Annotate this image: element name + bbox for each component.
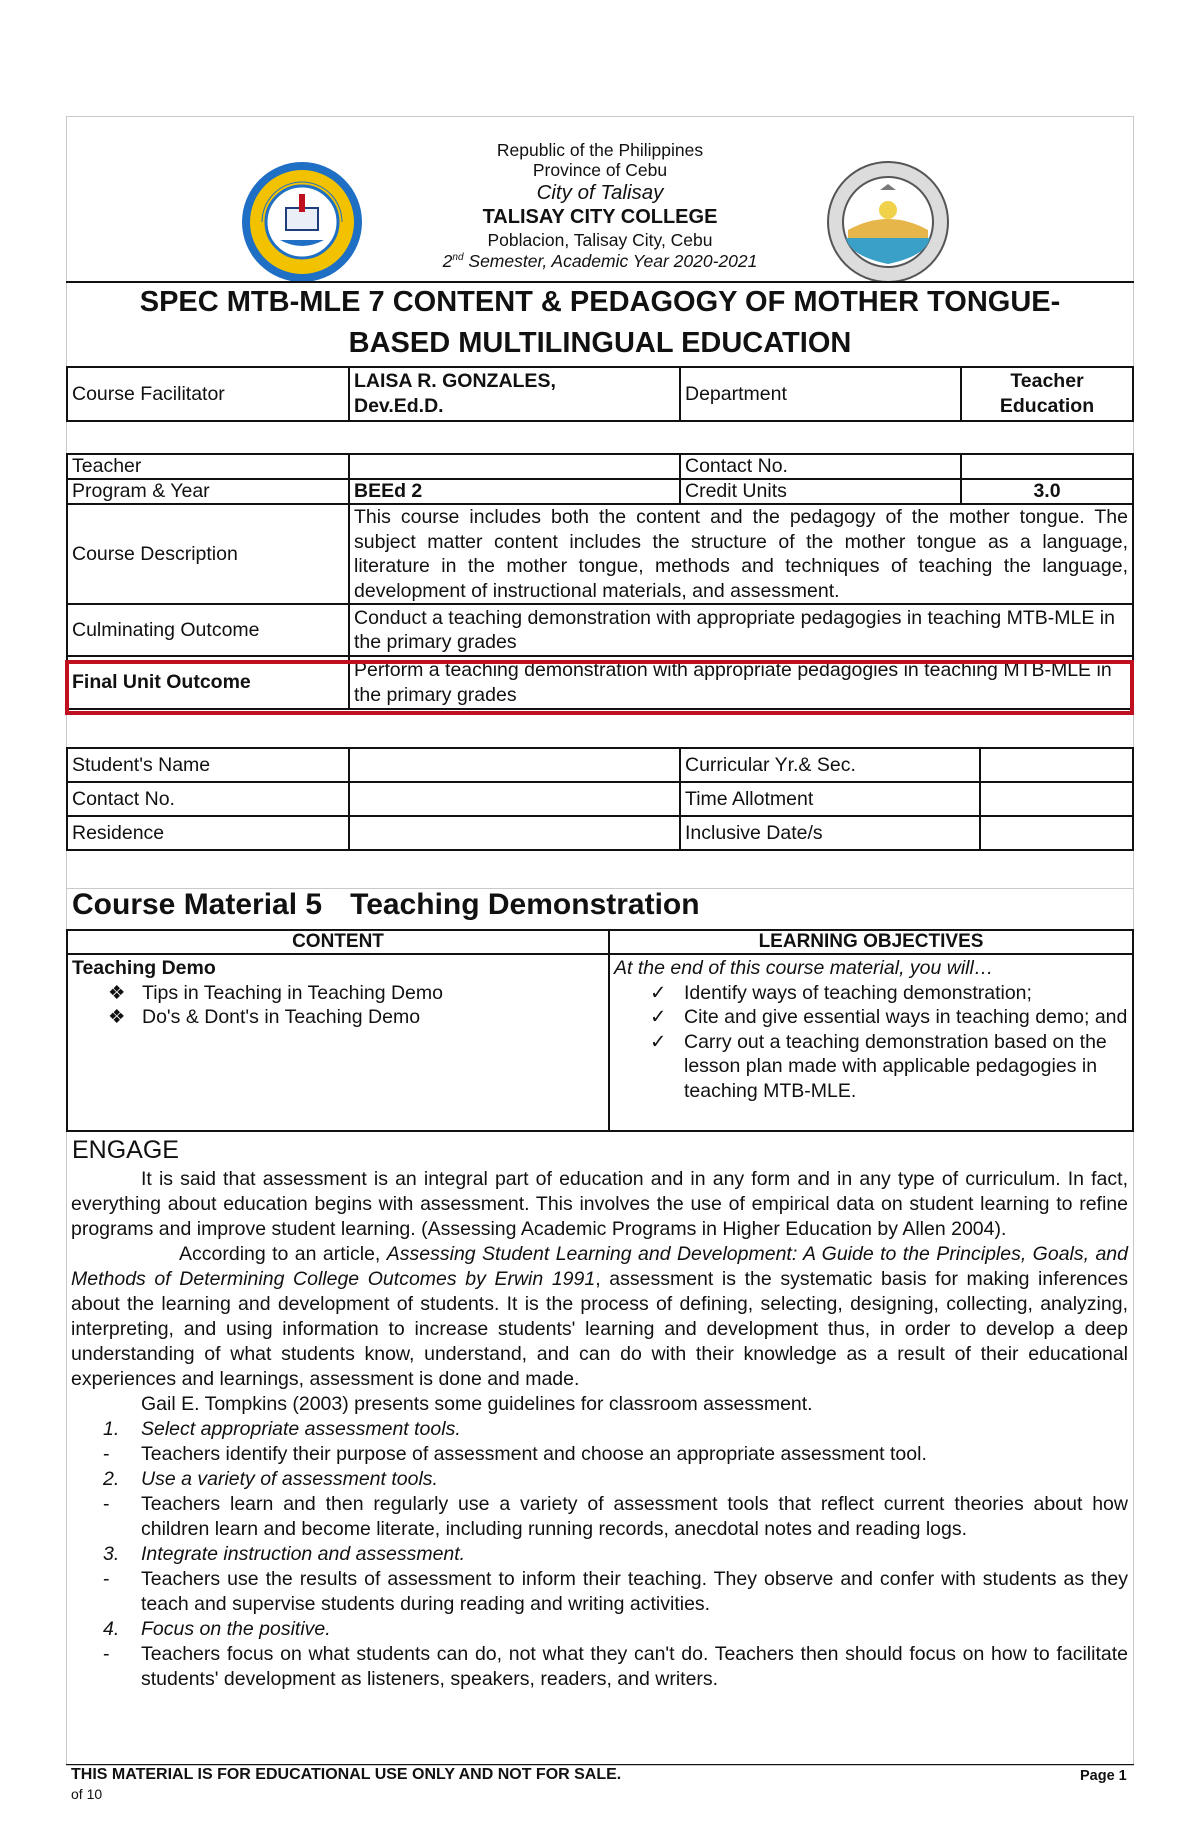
guideline-item: 2. Use a variety of assessment tools.: [103, 1468, 438, 1490]
engage-paragraph-2: According to an article, Assessing Student Learning and Development: A Guide to the Principles, Goals, and Methods of Determining College Outcomes by Erwin 1991, assessment is the systematic basis for making inferences about the learning and development of students. It is the process of defining, selecting, designing, collecting, analyzing, interpreting, and using information to increase students' learning and development thus, in order to develop a deep understanding of what students know, understand, and can do with their knowledge as a result of their educational experiences and learnings, assessment is done and made.: [71, 1243, 1128, 1390]
student-contact-value: [349, 782, 680, 816]
header-country: Republic of the Philippines: [496, 140, 704, 160]
facilitator-name: LAISA R. GONZALES, Dev.Ed.D.: [349, 367, 680, 421]
list-item: ✓ Carry out a teaching demonstration based on the lesson plan made with applicable pedagogies in teaching MTB-MLE.: [650, 1030, 1107, 1102]
checkmark-icon: ✓: [650, 1006, 667, 1028]
header-province: Province of Cebu: [532, 160, 668, 180]
teacher-label: Teacher: [67, 454, 349, 479]
guideline-detail: - Teachers identify their purpose of assessment and choose an appropriate assessment tool.: [103, 1443, 927, 1465]
course-material-title: Course Material 5 Teaching Demonstration: [72, 888, 700, 921]
course-title-line1: SPEC MTB-MLE 7 CONTENT & PEDAGOGY OF MOTHER TONGUE-: [139, 286, 1061, 318]
guideline-item: 3. Integrate instruction and assessment.: [103, 1543, 466, 1565]
time-allotment-value: [980, 782, 1133, 816]
description-label: Course Description: [67, 504, 349, 604]
header-city: City of Talisay: [536, 181, 664, 204]
culminating-value: Conduct a teaching demonstration with appropriate pedagogies in teaching MTB-MLE in the primary grades: [349, 604, 1133, 656]
diamond-bullet-icon: ❖: [108, 1006, 126, 1028]
engage-paragraph-3: Gail E. Tompkins (2003) presents some guidelines for classroom assessment.: [141, 1393, 813, 1415]
objectives-header: LEARNING OBJECTIVES: [609, 930, 1133, 954]
footer-divider: [66, 1764, 1134, 1765]
content-objectives-table: [66, 929, 1134, 1132]
engage-body: [71, 1167, 1128, 1692]
final-outcome-label: Final Unit Outcome: [67, 656, 349, 709]
contact-label: Contact No.: [680, 454, 961, 479]
content-title: Teaching Demo: [72, 957, 216, 979]
content-header: CONTENT: [67, 930, 609, 954]
diamond-bullet-icon: ❖: [108, 981, 126, 1004]
residence-label: Residence: [67, 816, 349, 850]
credit-label: Credit Units: [680, 479, 961, 504]
content-list: [72, 981, 604, 1030]
year-section-label: Curricular Yr.& Sec.: [680, 748, 980, 782]
student-name-label: Student's Name: [67, 748, 349, 782]
guideline-detail: - Teachers use the results of assessment to inform their teaching. They observe and confer with students as they teach and supervise students during reading and writing activities.: [103, 1568, 1128, 1615]
department-value: Teacher Education: [961, 367, 1133, 421]
guideline-detail: - Teachers focus on what students can do, not what they can't do. Teachers then should focus on how to facilitate students' development as listeners, speakers, readers, and writers.: [103, 1643, 1128, 1690]
header-college: TALISAY CITY COLLEGE: [482, 206, 718, 228]
contact-value: [961, 454, 1133, 479]
header-semester: 2nd Semester, Academic Year 2020-2021: [442, 251, 758, 271]
footer-notice: THIS MATERIAL IS FOR EDUCATIONAL USE ONLY AND NOT FOR SALE.: [71, 1766, 622, 1783]
engage-heading: ENGAGE: [72, 1136, 179, 1164]
guideline-item: 1. Select appropriate assessment tools.: [103, 1418, 461, 1440]
dates-label: Inclusive Date/s: [680, 816, 980, 850]
student-name-value: [349, 748, 680, 782]
course-title-line2: BASED MULTILINGUAL EDUCATION: [348, 327, 852, 359]
guideline-detail: - Teachers learn and then regularly use a variety of assessment tools that reflect current theories about how children learn and become literate, including running records, anecdotal notes and reading logs.: [103, 1493, 1128, 1540]
program-value: BEEd 2: [349, 479, 680, 504]
year-section-value: [980, 748, 1133, 782]
student-contact-label: Contact No.: [67, 782, 349, 816]
description-value: This course includes both the content and the pedagogy of the mother tongue. The subject matter content includes the structure of the mother tongue as a language, literature in the mother tongue, methods and techniques of teaching the language, development of instructional materials, and assessment.: [349, 504, 1133, 604]
list-item: ❖ Tips in Teaching in Teaching Demo: [108, 981, 443, 1004]
dates-value: [980, 816, 1133, 850]
guideline-item: 4. Focus on the positive.: [103, 1618, 331, 1640]
student-info-table: [66, 747, 1134, 851]
engage-paragraph-1: It is said that assessment is an integral part of education and in any form and in any type of curriculum. In fact, everything about education begins with assessment. This involves the use of empirical data on student learning to refine programs and improve student learning. (Assessing Academic Programs in Higher Education by Allen 2004).: [71, 1168, 1128, 1240]
objectives-list: [614, 981, 1128, 1104]
final-outcome-value: Perform a teaching demonstration with appropriate pedagogies in teaching MTB-MLE in the primary grades: [349, 656, 1133, 709]
facilitator-table: [66, 366, 1134, 422]
checkmark-icon: ✓: [650, 1030, 667, 1053]
checkmark-icon: ✓: [650, 981, 667, 1004]
credit-value: 3.0: [961, 479, 1133, 504]
content-cell: [67, 954, 609, 1131]
program-label: Program & Year: [67, 479, 349, 504]
list-item: ❖ Do's & Dont's in Teaching Demo: [108, 1006, 421, 1028]
facilitator-label: Course Facilitator: [67, 367, 349, 421]
final-outcome-highlight: [65, 660, 1134, 715]
objectives-cell: [609, 954, 1133, 1131]
header-address: Poblacion, Talisay City, Cebu: [487, 230, 713, 250]
page-total: of 10: [71, 1786, 103, 1802]
list-item: ✓ Cite and give essential ways in teaching demo; and: [650, 1006, 1128, 1028]
culminating-label: Culminating Outcome: [67, 604, 349, 656]
residence-value: [349, 816, 680, 850]
page-number: Page 1: [1080, 1768, 1127, 1784]
teacher-value: [349, 454, 680, 479]
objectives-intro: At the end of this course material, you will…: [614, 957, 994, 979]
department-label: Department: [680, 367, 961, 421]
time-allotment-label: Time Allotment: [680, 782, 980, 816]
list-item: ✓ Identify ways of teaching demonstration;: [650, 981, 1032, 1004]
